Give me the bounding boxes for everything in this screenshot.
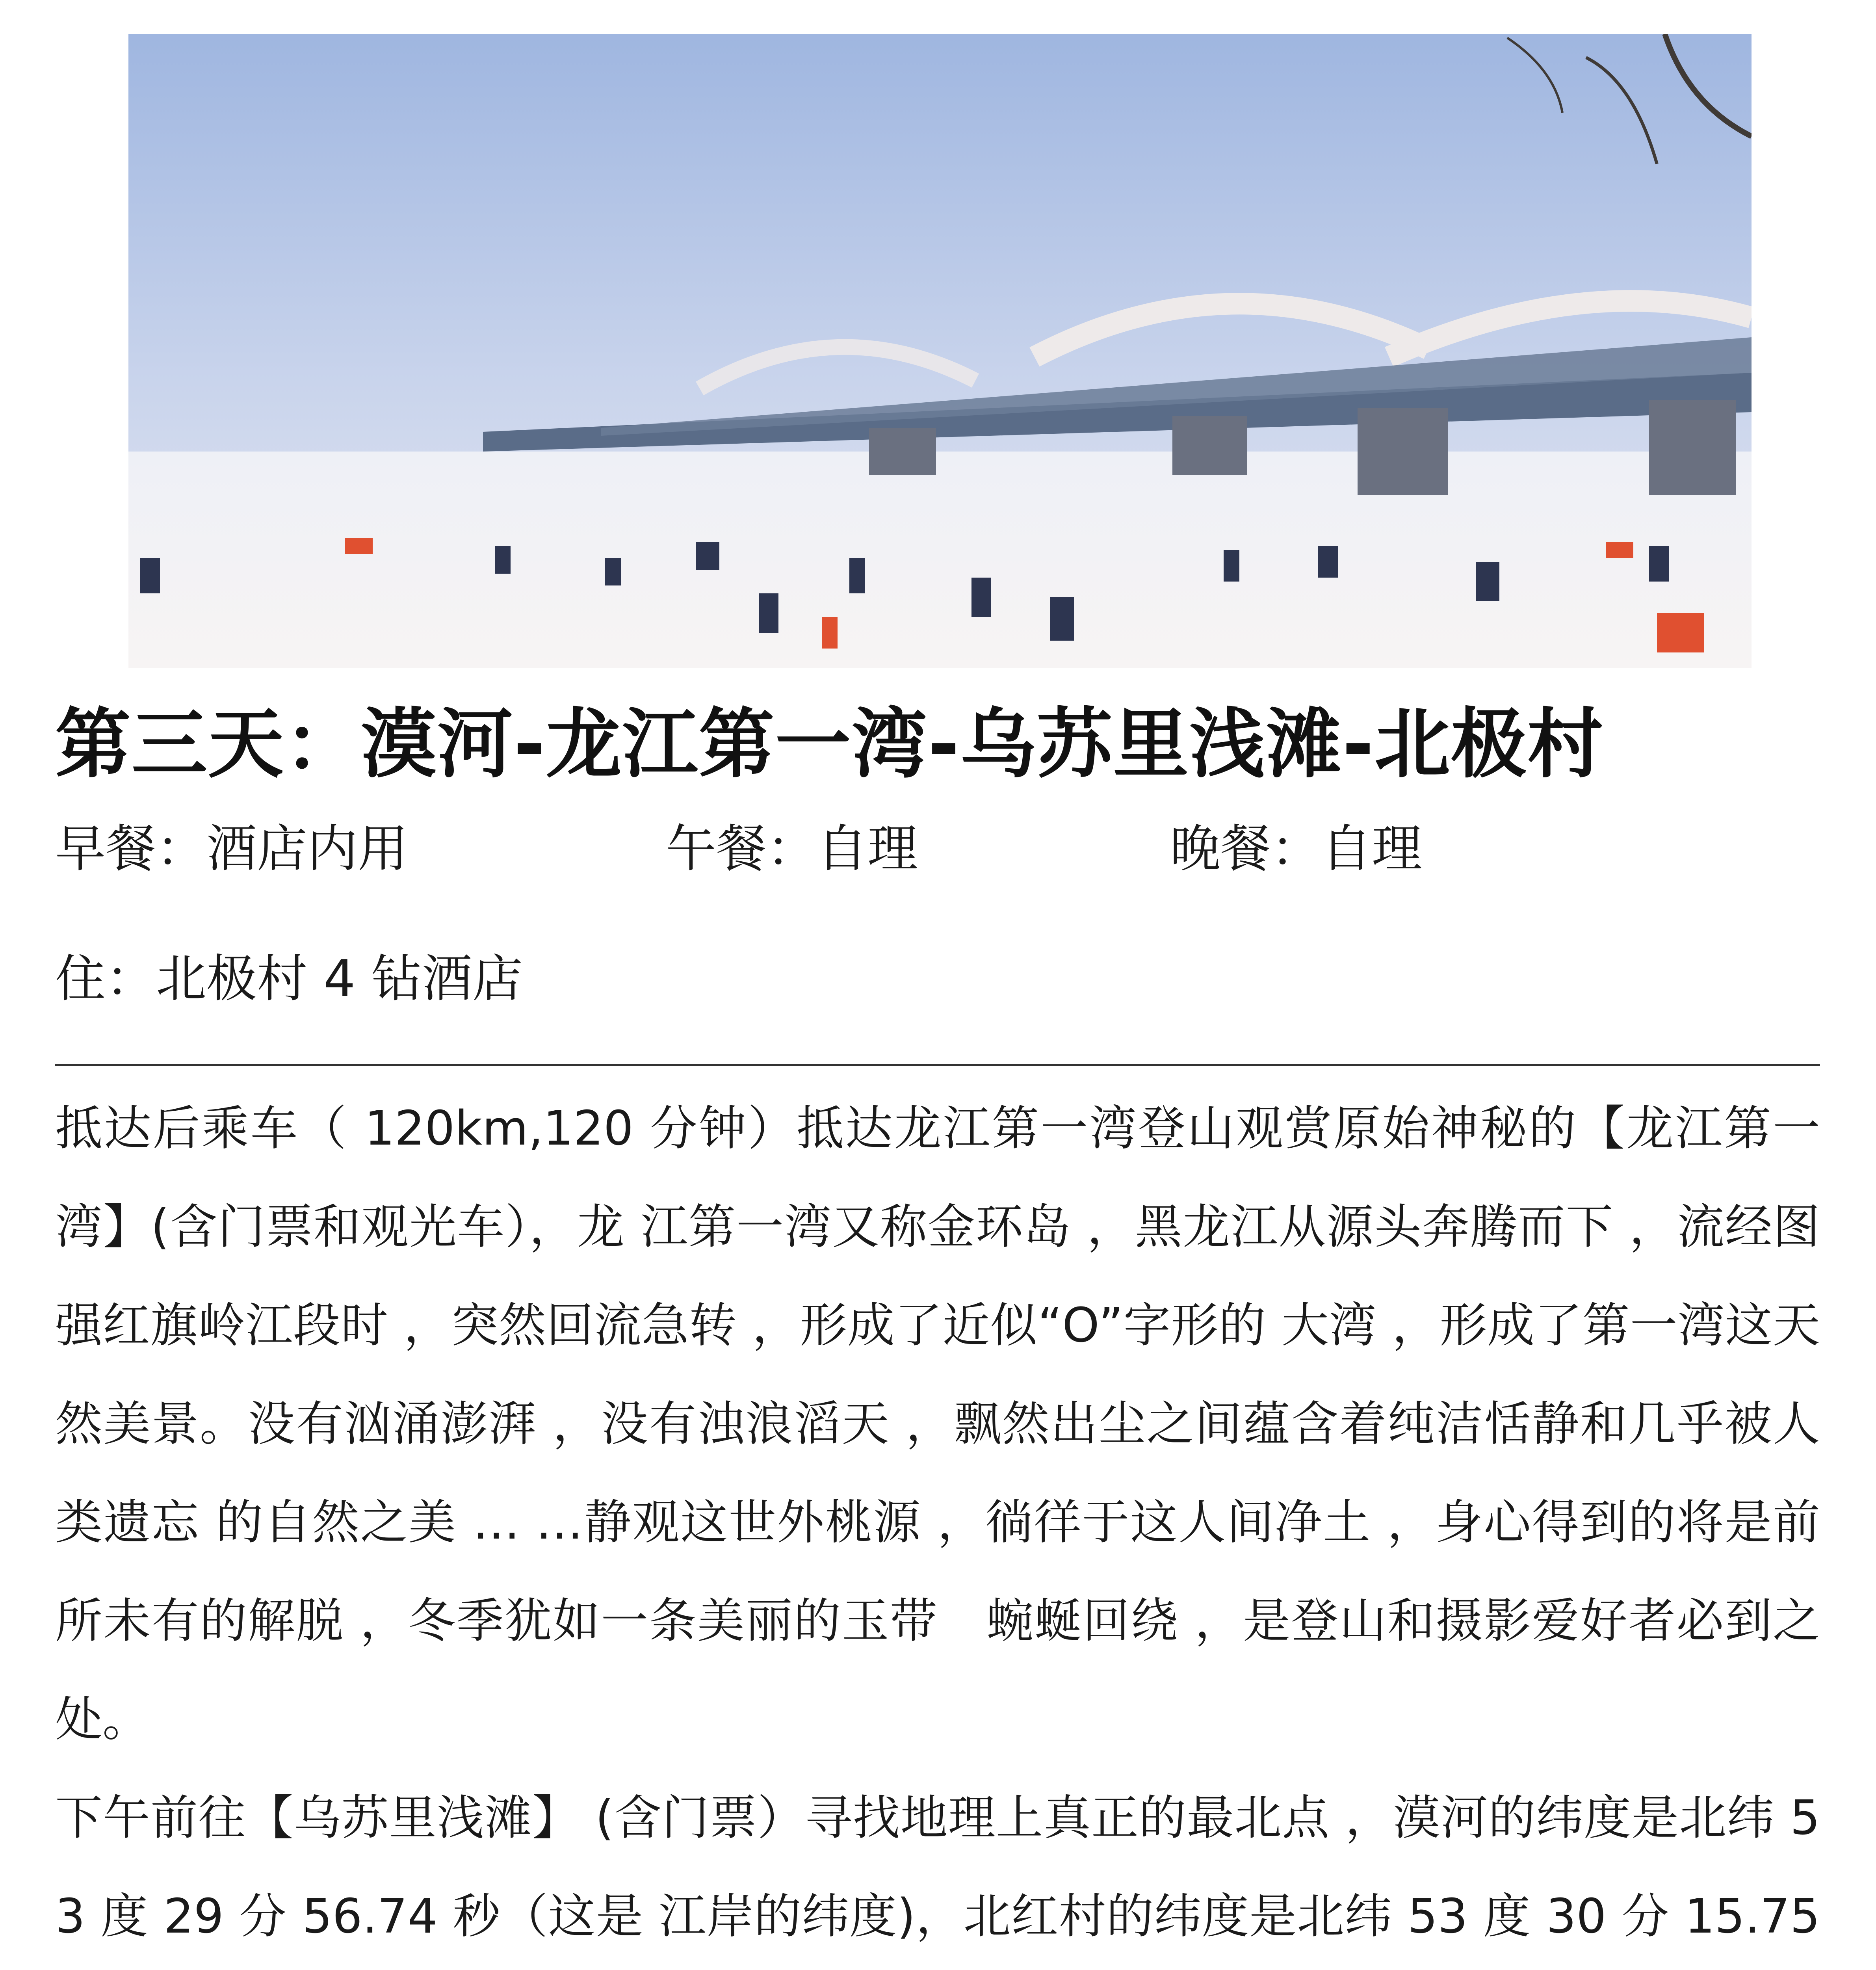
page-title: 第三天：漠河-龙江第一湾-乌苏里浅滩-北极村 [55, 701, 1604, 788]
frozen-river-bridge-image [128, 34, 1752, 668]
breakfast-info: 早餐：酒店内用 [55, 820, 409, 878]
dinner-info: 晚餐：自理 [1170, 820, 1423, 878]
paragraph-wusuli-shoal: 下午前往【乌苏里浅滩】 (含门票）寻找地理上真正的最北点 ，漠河的纬度是北纬 53 度 29 分 56.74 秒（这是 江岸的纬度)，北红村的纬度是北纬 53 度 30 分 15.75 [55, 1791, 1820, 1944]
divider [55, 1064, 1820, 1066]
lunch-info: 午餐：自理 [666, 820, 918, 878]
accommodation-info: 住：北极村 4 钻酒店 [55, 950, 523, 1008]
meals-row [0, 816, 1876, 883]
bridge-photo [128, 34, 1752, 668]
itinerary-description [55, 1080, 1820, 1970]
paragraph-dragon-river-bay: 抵达后乘车（ 120km,120 分钟）抵达龙江第一湾登山观赏原始神秘的【龙江第一湾】(含门票和观光车），龙 江第一湾又称金环岛 ，黑龙江从源头奔腾而下 ，流经图强红旗岭江段时 ，突然回流急转 ，形成了近似“O”字形的 大湾 ，形成了第一湾这天然美景。没有汹涌澎湃 ，没有浊浪滔天 ，飘然出尘之间蕴含着纯洁恬静和几乎被人类遗忘 的自然之美 … …静观这世外桃源 ，徜徉于这人间净土 ，身心得到的将是前所未有的解脱 ，冬季犹如一条美丽的玉带 蜿蜒回绕 ，是登山和摄影爱好者必到之处。 [55, 1101, 1820, 1747]
